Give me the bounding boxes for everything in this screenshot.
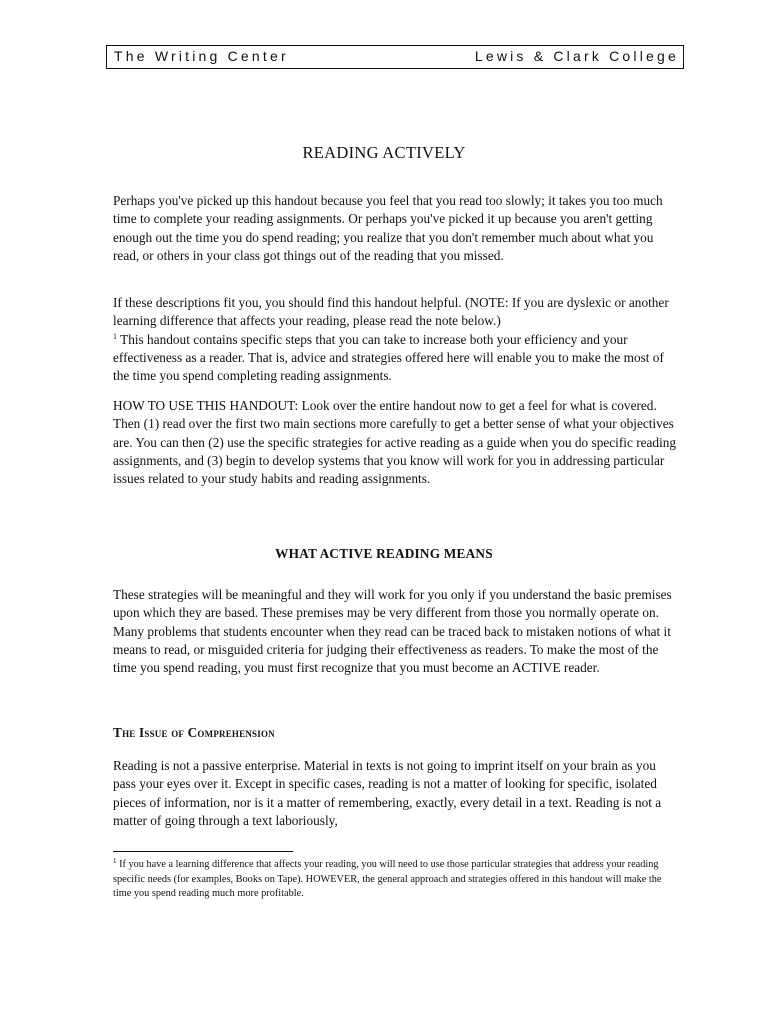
comprehension-paragraph: Reading is not a passive enterprise. Material in texts is not going to imprint itself on your brain as you pass your eyes over it. Except in specific cases, reading is not a matter of looking for specific, isolated pieces of information, nor is it a matter of remembering, exactly, every detail in a text. Reading is not a matter of going through a text laboriously, xyxy=(113,758,662,828)
footnote-text: If you have a learning difference that affects your reading, you will need to use those particular strategies that address your reading specific needs (for examples, Books on Tape). HOWEVER, the general approach and strategies offered in this handout will make the time you spend reading much more profitable. xyxy=(113,859,662,899)
section-heading: WHAT ACTIVE READING MEANS xyxy=(275,546,493,561)
header-college-name: Lewis & Clark College xyxy=(474,48,679,64)
footnote xyxy=(113,858,675,902)
footnote-divider xyxy=(113,851,293,852)
intro-paragraph: Perhaps you've picked up this handout because you feel that you read too slowly; it takes you too much time to complete your reading assignments. Or perhaps you've picked it up because you aren't getting enough out the time you do spend reading; you realize that you don't remember much about what you read, or others in your class got things out of the reading that you missed. xyxy=(113,193,663,263)
comprehension-subheading: The Issue of Comprehension xyxy=(113,725,275,740)
second-paragraph-before-note: If these descriptions fit you, you should find this handout helpful. (NOTE: If you are dyslexic or another learning difference that affects your reading, please read the note below.) xyxy=(113,295,669,329)
running-header xyxy=(106,45,684,69)
footnote-marker: 1 xyxy=(113,857,117,865)
second-paragraph-after-note: This handout contains specific steps that you can take to increase both your efficiency and your effectiveness as a reader. That is, advice and strategies offered here will enable you to make the most of the time you spend completing reading assignments. xyxy=(113,331,664,384)
page-title: READING ACTIVELY xyxy=(302,143,466,162)
how-to-use-paragraph: HOW TO USE THIS HANDOUT: Look over the entire handout now to get a feel for what is covered. Then (1) read over the first two main sections more carefully to get a better sense of what your objectives are. You can then (2) use the specific strategies for active reading as a guide when you do specific reading assignments, and (3) begin to develop systems that you know will work for you in addressing particular issues related to your study habits and reading assignments. xyxy=(113,398,677,487)
second-paragraph xyxy=(113,294,679,385)
header-center-name: The Writing Center xyxy=(114,48,289,64)
active-reading-paragraph: These strategies will be meaningful and they will work for you only if you understand the basic premises upon which they are based. These premises may be very different from those you normally operate on. Many problems that students encounter when they read can be traced back to mistaken notions of what it means to read, or misguided criteria for judging their effectiveness as readers. To make the most of the time you spend reading, you must first recognize that you must become an ACTIVE reader. xyxy=(113,587,672,676)
footnote-reference-marker: 1 xyxy=(113,331,117,341)
